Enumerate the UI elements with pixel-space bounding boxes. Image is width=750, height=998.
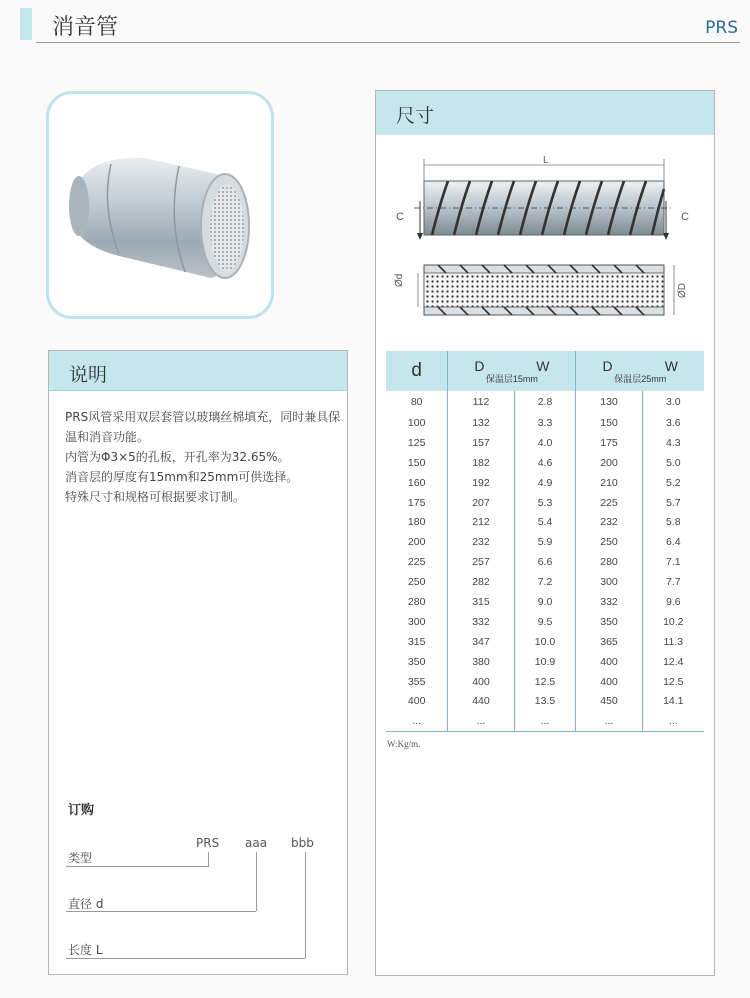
cell-W25: 5.8 [642, 512, 704, 532]
pipe-section-drawing [390, 259, 700, 321]
cell-D25: 300 [576, 572, 642, 592]
cell-W25: 3.0 [642, 391, 704, 413]
silencer-pipe-image [49, 94, 271, 316]
description-line: 消音层的厚度有15mm和25mm可供选择。 [65, 470, 299, 484]
cell-W15: ... [514, 711, 576, 731]
cell-D15: 157 [448, 433, 514, 453]
cell-D15: 212 [448, 512, 514, 532]
cell-W15: 5.3 [514, 493, 576, 513]
table-row [386, 672, 704, 692]
pipe-side-view-drawing [390, 153, 700, 253]
table-row [386, 391, 704, 413]
order-code-type: PRS [196, 836, 220, 850]
order-label-length: 长度 L [68, 943, 103, 957]
cell-D25: 232 [576, 512, 642, 532]
cell-d: 250 [407, 576, 426, 589]
table-header-row [386, 351, 704, 391]
cell-D15: 112 [448, 391, 514, 413]
table-row [386, 632, 704, 652]
section-label-left: C [396, 211, 404, 223]
table-row [386, 592, 704, 612]
dimension-table [386, 351, 704, 732]
cell-d: 355 [407, 675, 426, 688]
col-group-15mm [448, 351, 576, 391]
cell-D25: 210 [576, 473, 642, 493]
cell-W25: 10.2 [642, 612, 704, 632]
cell-W15: 3.3 [514, 413, 576, 433]
section-label-right: C [681, 211, 689, 223]
cell-D15: 380 [448, 652, 514, 672]
description-line: 特殊尺寸和规格可根据要求订制。 [65, 490, 246, 504]
cell-d: 125 [407, 436, 426, 449]
col-header-d: d [386, 351, 448, 391]
cell-W25: 5.2 [642, 473, 704, 493]
cell-d: 175 [407, 496, 426, 509]
cell-D15: 440 [448, 691, 514, 711]
order-leader-diameter [66, 911, 256, 912]
cell-D25: 350 [576, 612, 642, 632]
cell-D25: 250 [576, 532, 642, 552]
cell-D25: 175 [576, 433, 642, 453]
cell-D15: 182 [448, 453, 514, 473]
perforated-inner-tube [424, 273, 664, 307]
cell-W15: 4.6 [514, 453, 576, 473]
table-row [386, 512, 704, 532]
cell-W25: 5.0 [642, 453, 704, 473]
cell-D15: 257 [448, 552, 514, 572]
header-accent-bar [20, 8, 32, 40]
cell-W15: 10.9 [514, 652, 576, 672]
order-leader-type [66, 866, 209, 867]
cell-W25: 3.6 [642, 413, 704, 433]
cell-D15: 232 [448, 532, 514, 552]
table-row [386, 612, 704, 632]
page-title: 消音管 [52, 15, 119, 40]
col-header-W: W [536, 357, 550, 374]
product-photo [46, 91, 274, 319]
cell-W25: 12.4 [642, 652, 704, 672]
cell-W25: 7.1 [642, 552, 704, 572]
cell-D15: 207 [448, 493, 514, 513]
table-row [386, 473, 704, 493]
cell-D25: ... [576, 711, 642, 731]
cell-d: 350 [407, 655, 426, 668]
cell-W25: 11.3 [642, 632, 704, 652]
col-header-W: W [664, 357, 678, 374]
table-row [386, 652, 704, 672]
cell-D25: 400 [576, 652, 642, 672]
order-code-length: bbb [291, 836, 314, 850]
cell-D15: 400 [448, 672, 514, 692]
cell-D15: ... [448, 711, 514, 731]
cell-d: 200 [407, 536, 426, 549]
cell-W25: ... [642, 711, 704, 731]
cell-W15: 7.2 [514, 572, 576, 592]
cell-W15: 12.5 [514, 672, 576, 692]
cell-D15: 282 [448, 572, 514, 592]
order-leader-length [66, 958, 305, 959]
cell-d: 280 [407, 595, 426, 608]
cell-D15: 332 [448, 612, 514, 632]
cell-D25: 450 [576, 691, 642, 711]
group-label-25mm: 保温层25mm [614, 373, 667, 384]
order-leader-diameter-v [256, 852, 257, 911]
group-label-15mm: 保温层15mm [485, 373, 538, 384]
description-heading: 说明 [49, 351, 347, 391]
cell-d: 315 [407, 635, 426, 648]
outer-diameter-label: ØD [677, 283, 688, 298]
cell-W25: 9.6 [642, 592, 704, 612]
col-group-25mm [576, 351, 704, 391]
table-row [386, 532, 704, 552]
cell-d: 180 [407, 516, 426, 529]
table-row [386, 453, 704, 473]
table-row [386, 711, 704, 731]
ordering-title: 订购 [68, 803, 95, 818]
table-row [386, 413, 704, 433]
cell-W15: 13.5 [514, 691, 576, 711]
cell-W15: 9.0 [514, 592, 576, 612]
order-label-diameter: 直径 d [68, 897, 104, 911]
cell-D25: 150 [576, 413, 642, 433]
order-code-diameter: aaa [245, 836, 268, 850]
description-line: 内管为Φ3×5的孔板，开孔率为32.65%。 [65, 450, 290, 464]
product-code: PRS [705, 18, 738, 38]
cell-W15: 4.9 [514, 473, 576, 493]
cell-D25: 365 [576, 632, 642, 652]
cell-W15: 5.4 [514, 512, 576, 532]
table-row [386, 433, 704, 453]
cell-D25: 130 [576, 391, 642, 413]
description-panel [48, 350, 348, 975]
order-leader-type-v [208, 852, 209, 866]
cell-d: 400 [407, 695, 426, 708]
cell-W15: 6.6 [514, 552, 576, 572]
cell-D25: 200 [576, 453, 642, 473]
cell-W25: 12.5 [642, 672, 704, 692]
cell-D15: 347 [448, 632, 514, 652]
description-line: 温和消音功能。 [65, 430, 150, 444]
cell-W15: 10.0 [514, 632, 576, 652]
table-row [386, 572, 704, 592]
table-row [386, 691, 704, 711]
cell-W15: 5.9 [514, 532, 576, 552]
cell-d: 100 [407, 416, 426, 429]
unit-note: W:Kg/m. [387, 739, 421, 749]
header-divider [36, 42, 740, 43]
table-body [386, 391, 704, 731]
cell-d: 80 [410, 396, 423, 408]
cell-W15: 9.5 [514, 612, 576, 632]
order-label-type: 类型 [68, 851, 93, 865]
cell-d: 160 [407, 476, 426, 489]
cell-W15: 2.8 [514, 391, 576, 413]
col-header-D: D [474, 357, 485, 374]
cell-D25: 280 [576, 552, 642, 572]
cell-d: ... [386, 711, 448, 731]
col-header-D: D [602, 357, 613, 374]
table-row [386, 552, 704, 572]
cell-W25: 4.3 [642, 433, 704, 453]
dimensions-heading: 尺寸 [376, 91, 714, 135]
description-text [49, 391, 347, 507]
dimensions-panel [375, 90, 715, 976]
cell-W25: 14.1 [642, 691, 704, 711]
cell-d: 150 [407, 456, 426, 469]
cell-d: 300 [407, 615, 426, 628]
cell-D25: 400 [576, 672, 642, 692]
cell-D15: 192 [448, 473, 514, 493]
cell-W25: 6.4 [642, 532, 704, 552]
cell-D25: 225 [576, 493, 642, 513]
cell-W25: 5.7 [642, 493, 704, 513]
inner-diameter-label: Ød [394, 273, 405, 287]
description-line: PRS风管采用双层套管以玻璃丝棉填充，同时兼具保 [65, 410, 341, 424]
cell-D25: 332 [576, 592, 642, 612]
cell-D15: 132 [448, 413, 514, 433]
length-label: L [543, 155, 549, 166]
table-row [386, 493, 704, 513]
order-leader-length-v [305, 852, 306, 958]
cell-W15: 4.0 [514, 433, 576, 453]
cell-W25: 7.7 [642, 572, 704, 592]
cell-D15: 315 [448, 592, 514, 612]
cell-d: 225 [407, 556, 426, 569]
